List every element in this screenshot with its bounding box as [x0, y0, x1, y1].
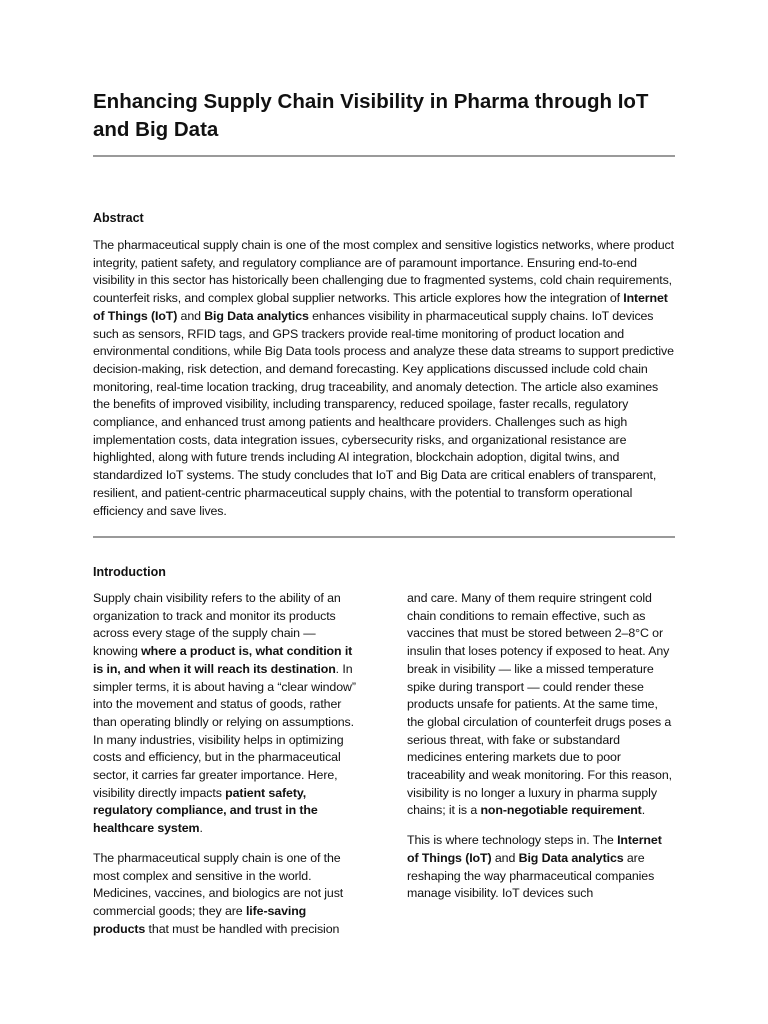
abstract-text-segment: and [177, 308, 205, 323]
intro-text-segment: The pharmaceutical supply chain is one of the most complex and sensitive in the world. Medicines, vaccines, and biologics are not just commercial goods; they are [93, 850, 344, 918]
title-divider [93, 155, 675, 157]
intro-paragraph-1 [93, 590, 361, 838]
introduction-heading: Introduction [93, 565, 166, 579]
intro-text-segment: that must be handled with precision and care. Many of them require stringent cold chain conditions to remain effective, such as vaccines that must be stored between 2–8°C or insulin that loses potency if exposed to heat. Any break in visibility — like a missed temperature spike during transport — could render these products unsafe for patients. At the same time, the global circulation of counterfeit drugs poses a serious threat, with fake or substandard medicines entering markets due to poor traceability and weak monitoring. For this reason, visibility is no longer a luxury in pharma supply chains; it is a [145, 591, 672, 936]
abstract-text-segment: enhances visibility in pharmaceutical supply chains. IoT devices such as sensors, RFID tags, and GPS trackers provide real-time monitoring of product location and environmental conditions, while Big Data tools process and analyze these data streams to support predictive decision-making, risk detection, and demand forecasting. Key applications discussed include cold chain monitoring, real-time location tracking, drug traceability, and anomaly detection. The article also examines the benefits of improved visibility, including transparency, reduced spoilage, faster recalls, regulatory compliance, and enhanced trust among patients and healthcare providers. Challenges such as high implementation costs, data integration issues, cybersecurity risks, and organizational resistance are highlighted, along with future trends including AI integration, blockchain adoption, digital twins, and standardized IoT systems. The study concludes that IoT and Big Data are critical enablers of transparent, resilient, and patient-centric pharmaceutical supply chains, with the potential to transform operational efficiency and save lives. [93, 308, 674, 518]
intro-bold-segment: non-negotiable requirement [480, 803, 642, 818]
article-title: Enhancing Supply Chain Visibility in Pharma through IoT and Big Data [93, 90, 649, 141]
intro-text-segment: and [491, 850, 519, 865]
intro-text-segment: Supply chain visibility refers to the ability of an organization to track and monitor its products across every stage of the supply chain — knowing [93, 591, 341, 659]
abstract-paragraph [93, 237, 675, 520]
intro-bold-segment: where a product is, what condition it is in, and when it will reach its destination [93, 644, 353, 676]
intro-text-segment: This is where technology steps in. The [407, 833, 618, 848]
intro-text-segment: are reshaping the way pharmaceutical companies manage visibility. IoT devices such [407, 850, 655, 901]
intro-bold-segment: Internet of Things (IoT) [407, 833, 662, 865]
abstract-divider [93, 536, 675, 538]
abstract-bold-big-data: Big Data analytics [204, 308, 309, 323]
abstract-bold-iot: Internet of Things (IoT) [93, 291, 668, 323]
intro-text-segment: . [641, 803, 646, 818]
intro-bold-segment: life-saving products [93, 903, 307, 936]
intro-text-segment: . In simpler terms, it is about having a “clear window” into the movement and status of goods, rather than operating blindly or relying on assumptions. In many industries, visibility helps in optimizing costs and efficiency, but in the pharmaceutical sector, it carries far greater importance. Here, visibility directly impacts [93, 661, 356, 800]
intro-paragraph-3 [407, 832, 675, 903]
introduction-body [93, 590, 675, 940]
intro-text-segment: . [199, 821, 203, 836]
abstract-text-segment: The pharmaceutical supply chain is one of the most complex and sensitive logistics networks, where product integrity, patient safety, and regulatory compliance are of paramount importance. Ensuring end-to-end visibility in this sector has historically been challenging due to fragmented systems, cold chain requirements, counterfeit risks, and complex global supplier networks. This article explores how the integration of [93, 238, 674, 306]
intro-bold-segment: Big Data analytics [518, 850, 624, 865]
intro-bold-segment: patient safety, regulatory compliance, and trust in the healthcare system [93, 785, 318, 836]
abstract-heading: Abstract [93, 211, 144, 225]
